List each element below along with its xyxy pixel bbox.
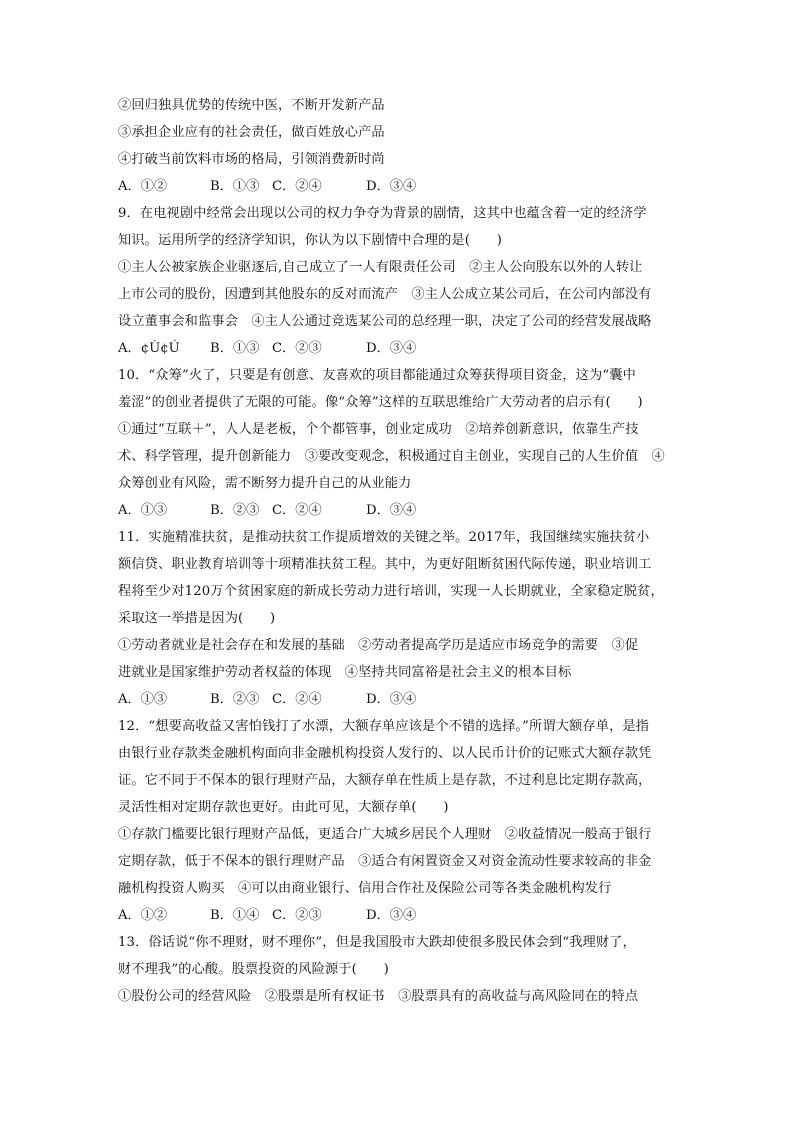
answer-choices-q9 xyxy=(118,335,678,362)
choice-d: D．③④ xyxy=(366,908,417,923)
question-12-statements: 定期存款，低于不保本的银行理财产品 ③适合有闲置资金又对资金流动性要求较高的非金 xyxy=(118,854,652,869)
question-12-statements: 融机构投资人购买 ④可以由商业银行、信用合作社及保险公司等各类金融机构发行 xyxy=(118,881,612,896)
question-12-statements: ①存款门槛要比银行理财产品低，更适合广大城乡居民个人理财 ②收益情况一般高于银行 xyxy=(118,827,652,842)
option-line-3: ③承担企业应有的社会责任，做百姓放心产品 xyxy=(118,125,385,140)
choice-a: A．¢Ù¢Ú xyxy=(118,341,180,356)
question-11-statements: ①劳动者就业是社会存在和发展的基础 ②劳动者提高学历是适应市场竞争的需要 ③促 xyxy=(118,638,639,653)
choice-a: A．①② xyxy=(118,179,168,194)
choice-a: A．①③ xyxy=(118,503,168,518)
choice-d: D．③④ xyxy=(366,341,417,356)
question-12-stem-cont: 由银行业存款类金融机构面向非金融机构投资人发行的、以人民币计价的记账式大额存款凭 xyxy=(118,746,652,761)
question-10-statements: 术、科学管理，提升创新能力 ③要改变观念，积极通过自主创业，实现自己的人生价值 ④ xyxy=(118,449,665,464)
choice-b: B．①③ xyxy=(210,179,260,194)
question-11-statements: 进就业是国家维护劳动者权益的体现 ④坚持共同富裕是社会主义的根本目标 xyxy=(118,665,572,680)
question-12-stem-cont: 灵活性相对定期存款也更好。由此可见，大额存单( ) xyxy=(118,800,449,815)
question-10-statements: ①通过“互联＋”，人人是老板，个个都管事，创业定成功 ②培养创新意识，依靠生产技 xyxy=(118,422,639,437)
choice-c: C．②④ xyxy=(272,692,322,707)
question-11-stem-cont: 额信贷、职业教育培训等十项精准扶贫工程。其中，为更好阻断贫困代际传递，职业培训工 xyxy=(118,557,652,572)
question-9-stem: 9．在电视剧中经常会出现以公司的权力争夺为背景的剧情，这其中也蕴含着一定的经济学 xyxy=(118,206,647,221)
question-9-statements: 上市公司的股份，因遭到其他股东的反对而流产 ③主人公成立某公司后，在公司内部没有 xyxy=(118,287,652,302)
question-13-stem: 13．俗话说“你不理财，财不理你”，但是我国股市大跌却使很多股民体会到“我理财了， xyxy=(118,935,636,950)
question-10-stem-cont: 羞涩”的创业者提供了无限的可能。像“众筹”这样的互联思维给广大劳动者的启示有( ) xyxy=(118,395,643,410)
question-12-stem: 12．“想要高收益又害怕钱打了水漂，大额存单应该是个不错的选择。”所谓大额存单，是指 xyxy=(118,719,650,734)
answer-choices-q12 xyxy=(118,902,678,929)
question-11-stem-cont: 程将至少对120万个贫困家庭的新成长劳动力进行培训，实现一人长期就业，全家稳定脱贫， xyxy=(118,584,664,599)
answer-choices-q10 xyxy=(118,497,678,524)
question-9-statements: 设立董事会和监事会 ④主人公通过竞选某公司的总经理一职，决定了公司的经营发展战略 xyxy=(118,314,652,329)
option-line-4: ④打破当前饮料市场的格局，引领消费新时尚 xyxy=(118,152,385,167)
choice-a: A．①② xyxy=(118,908,168,923)
choice-c: C．②③ xyxy=(272,341,322,356)
choice-c: C．②③ xyxy=(272,908,322,923)
choice-b: B．①④ xyxy=(210,908,260,923)
choice-a: A．①③ xyxy=(118,692,168,707)
choice-c: C．②④ xyxy=(272,179,322,194)
document-page xyxy=(118,92,678,1010)
choice-b: B．①③ xyxy=(210,341,260,356)
question-9-stem-cont: 知识。运用所学的经济学知识，你认为以下剧情中合理的是( ) xyxy=(118,233,503,248)
answer-choices-q8 xyxy=(118,173,678,200)
question-11-stem-cont: 采取这一举措是因为( ) xyxy=(118,611,276,626)
question-11-stem: 11．实施精准扶贫，是推动扶贫工作提质增效的关键之举。2017年，我国继续实施扶贫小 xyxy=(118,530,650,545)
choice-b: B．②③ xyxy=(210,503,260,518)
question-13-stem-cont: 财不理我”的心酸。股票投资的风险源于( ) xyxy=(118,962,389,977)
question-10-statements: 众筹创业有风险，需不断努力提升自己的从业能力 xyxy=(118,476,412,491)
choice-d: D．③④ xyxy=(366,503,417,518)
choice-b: B．②③ xyxy=(210,692,260,707)
question-9-statements: ①主人公被家族企业驱逐后,自己成立了一人有限责任公司 ②主人公向股东以外的人转让 xyxy=(118,260,643,275)
choice-c: C．②④ xyxy=(272,503,322,518)
answer-choices-q11 xyxy=(118,686,678,713)
choice-d: D．③④ xyxy=(366,692,417,707)
question-13-statements: ①股份公司的经营风险 ②股票是所有权证书 ③股票具有的高收益与高风险同在的特点 xyxy=(118,989,639,1004)
question-10-stem: 10．“众筹”火了，只要是有创意、友喜欢的项目都能通过众筹获得项目资金，这为“囊中 xyxy=(118,368,636,383)
question-12-stem-cont: 证。它不同于不保本的银行理财产品，大额存单在性质上是存款，不过利息比定期存款高， xyxy=(118,773,652,788)
option-line-2: ②回归独具优势的传统中医，不断开发新产品 xyxy=(118,98,385,113)
choice-d: D．③④ xyxy=(366,179,417,194)
